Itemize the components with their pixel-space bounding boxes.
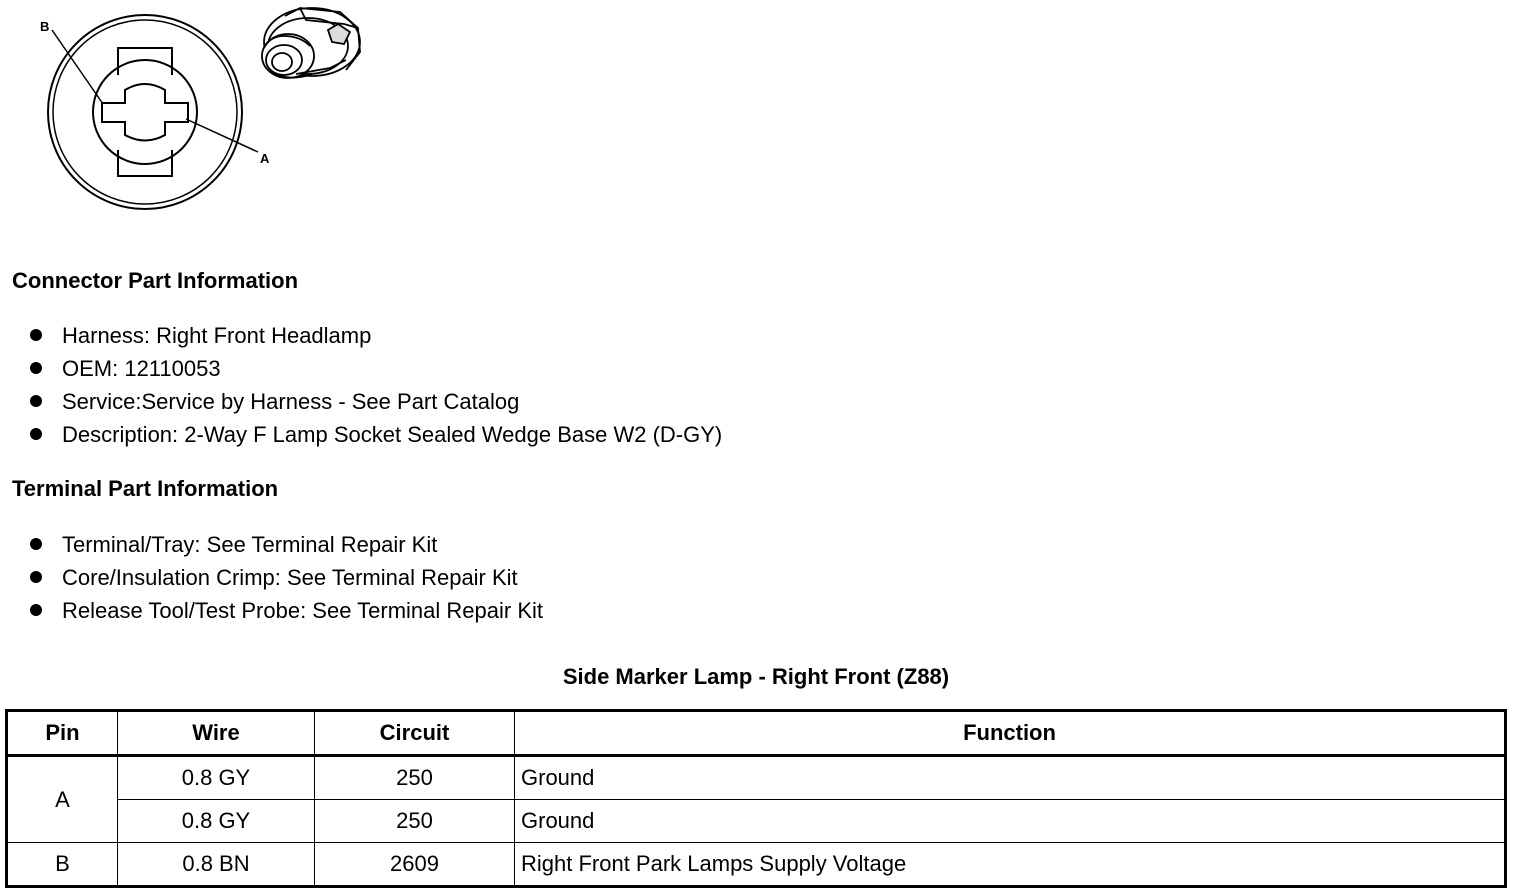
connector-info-service: Service:Service by Harness - See Part Catalog xyxy=(28,385,722,418)
connector-outer-ring xyxy=(48,15,242,209)
cell-pin: B xyxy=(7,843,118,887)
connector-info-oem: OEM: 12110053 xyxy=(28,352,722,385)
cell-pin: A xyxy=(7,756,118,843)
table-row xyxy=(7,800,1506,843)
cell-function: Right Front Park Lamps Supply Voltage xyxy=(515,843,1506,887)
cell-circuit: 2609 xyxy=(315,843,515,887)
header-wire: Wire xyxy=(118,711,315,756)
table-row xyxy=(7,756,1506,800)
cell-wire: 0.8 GY xyxy=(118,800,315,843)
pin-a-label: A xyxy=(260,151,270,166)
pin-b-label: B xyxy=(40,19,50,34)
header-pin: Pin xyxy=(7,711,118,756)
cell-wire: 0.8 GY xyxy=(118,756,315,800)
socket-cavity xyxy=(102,84,188,141)
lamp-socket-illustration xyxy=(262,8,360,78)
connector-info-harness: Harness: Right Front Headlamp xyxy=(28,319,722,352)
terminal-section-title: Terminal Part Information xyxy=(12,476,279,501)
table-header-row xyxy=(7,711,1506,756)
cell-circuit: 250 xyxy=(315,756,515,800)
cell-wire: 0.8 BN xyxy=(118,843,315,887)
terminal-info-release-tool: Release Tool/Test Probe: See Terminal Repair Kit xyxy=(28,594,543,627)
upper-latch-tab xyxy=(118,48,172,75)
pin-a-leader xyxy=(186,119,258,152)
pin-table xyxy=(5,709,1507,888)
cell-function: Ground xyxy=(515,756,1506,800)
pin-table-title: Side Marker Lamp - Right Front (Z88) xyxy=(562,664,950,689)
terminal-info-list xyxy=(28,528,543,627)
connector-diagram xyxy=(0,0,400,220)
table-row xyxy=(7,843,1506,887)
cell-function: Ground xyxy=(515,800,1506,843)
header-circuit: Circuit xyxy=(315,711,515,756)
connector-info-list xyxy=(28,319,722,451)
terminal-info-crimp: Core/Insulation Crimp: See Terminal Repair Kit xyxy=(28,561,543,594)
terminal-info-tray: Terminal/Tray: See Terminal Repair Kit xyxy=(28,528,543,561)
cell-circuit: 250 xyxy=(315,800,515,843)
inner-ring xyxy=(93,60,197,164)
header-function: Function xyxy=(515,711,1506,756)
connector-info-description: Description: 2-Way F Lamp Socket Sealed Wedge Base W2 (D-GY) xyxy=(28,418,722,451)
connector-section-title: Connector Part Information xyxy=(12,268,299,293)
